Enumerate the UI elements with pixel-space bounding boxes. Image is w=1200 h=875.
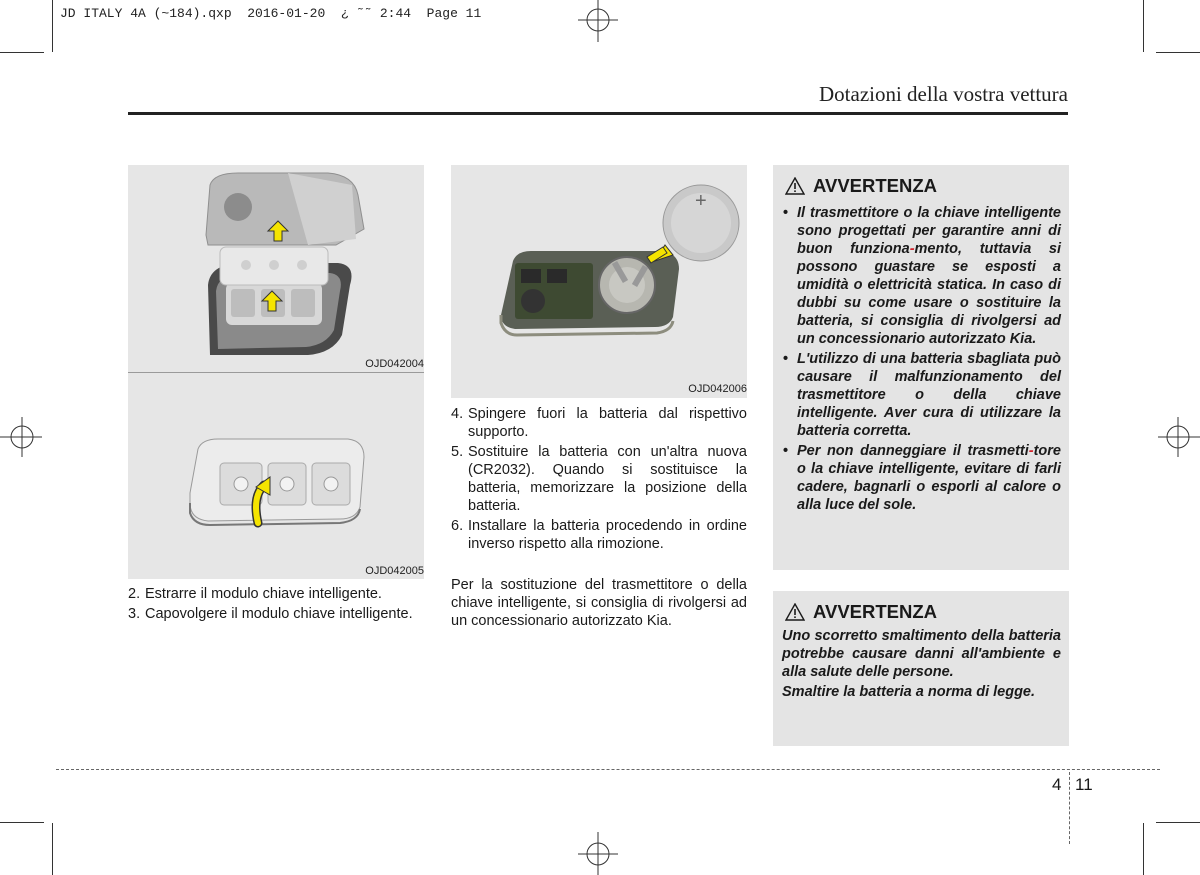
dealer-note: Per la sostituzione del trasmettitore o della chiave intelligente, si consiglia di rivolgersi ad un concessionario autorizzato Kia.: [451, 577, 747, 629]
illustration-battery-removal: [451, 165, 747, 380]
header-rule: [128, 112, 1068, 115]
warning-text: Smaltire la batteria a norma di legge.: [782, 684, 1036, 700]
warning-item: • Il trasmettitore o la chiave intelligente sono progettati per garantire anni di buon funziona-mento, tuttavia si possono guastare se esposti a umidità o elettricità statica. In caso di dubbi su come usare o sostituire la batteria, si consiglia di rivolgersi ad un concessionario autorizzato Kia.: [783, 205, 1062, 347]
warning-title: AVVERTENZA: [813, 601, 938, 622]
list-item: [451, 443, 747, 515]
svg-text:+: +: [695, 190, 707, 212]
step-text: Installare la batteria procedendo in ordine inverso rispetto alla rimozione.: [468, 518, 747, 552]
warning-item: • Per non danneggiare il trasmetti-tore o la chiave intelligente, evitare di farli cadere, bagnarli o esporli al calore o alla luce del sole.: [783, 443, 1061, 513]
column1-steps: [128, 585, 424, 625]
warning-title: AVVERTENZA: [813, 175, 938, 196]
footer-dashed-rule: [56, 769, 1160, 770]
figure-code: OJD042006: [688, 383, 747, 395]
step-number: 3.: [128, 606, 141, 622]
crop-mark: [0, 822, 44, 823]
illustration-smart-key-open: [128, 165, 424, 370]
figure-battery: [451, 165, 747, 398]
figure-code: OJD042004: [365, 358, 424, 370]
crop-mark: [1143, 823, 1144, 875]
chapter-number: 4: [1052, 775, 1062, 794]
registration-mark-icon: [576, 0, 620, 44]
crop-mark: [1156, 822, 1200, 823]
crop-mark: [1143, 0, 1144, 52]
print-slug: JD ITALY 4A (~184).qxp 2016-01-20 ¿ ˜˜ 2:44 Page 11: [60, 6, 482, 21]
crop-mark: [52, 823, 53, 875]
warning-box-disposal: [773, 591, 1069, 746]
illustration-key-module: [128, 373, 424, 563]
warning-text: tore o la chiave intelligente, evitare di farli cadere, bagnarli o esporli al calore o alla luce del sole.: [797, 443, 1061, 513]
step-text: Estrarre il modulo chiave intelligente.: [145, 586, 382, 602]
crop-mark: [0, 52, 44, 53]
step-text: Spingere fuori la batteria dal rispettivo supporto.: [468, 406, 747, 440]
column2-steps: [451, 405, 747, 555]
warning-text: Uno scorretto smaltimento della batteria potrebbe causare danni all'ambiente e alla salute delle persone.: [782, 628, 1061, 680]
step-number: 4.: [451, 406, 464, 422]
crop-mark: [1156, 52, 1200, 53]
page-number: 11: [1075, 775, 1093, 794]
warning-text: mento, tuttavia si possono guastare se esposti a umidità o elettricità statica. In caso di dubbi su come usare o sostituire la batteria, si consiglia di rivolgersi ad un concessionario autorizzato Kia.: [797, 241, 1062, 347]
figure-key-module: [128, 165, 424, 579]
hyphen-mark: -: [909, 241, 915, 257]
step-number: 5.: [451, 444, 464, 460]
crop-mark: [52, 0, 53, 52]
list-item: [128, 605, 424, 623]
step-number: 6.: [451, 518, 464, 534]
warning-text: L'utilizzo di una batteria sbagliata può causare il malfunzionamento del trasmettitore o della chiave intelligente. Aver cura di utilizzare la batteria corretta.: [797, 351, 1061, 439]
warning-text: Per non danneggiare il trasmetti: [797, 443, 1029, 459]
list-item: [451, 517, 747, 553]
warning-text: Il trasmettitore o la chiave intelligente sono progettati per garantire anni di buon funziona: [797, 205, 1061, 257]
warning-box-usage: [773, 165, 1069, 570]
warning-item: • L'utilizzo di una batteria sbagliata può causare il malfunzionamento del trasmettitore o della chiave intelligente. Aver cura di utilizzare la batteria corretta.: [783, 351, 1061, 439]
section-title: Dotazioni della vostra vettura: [819, 82, 1068, 106]
warning-triangle-icon: [785, 603, 805, 621]
step-number: 2.: [128, 586, 141, 602]
list-item: [451, 405, 747, 441]
registration-mark-icon: [1156, 415, 1200, 459]
figure-code: OJD042005: [365, 565, 424, 577]
step-text: Capovolgere il modulo chiave intelligente.: [145, 606, 413, 622]
footer-dashed-divider: [1069, 772, 1070, 844]
list-item: [128, 585, 424, 603]
registration-mark-icon: [0, 415, 44, 459]
registration-mark-icon: [576, 832, 620, 875]
hyphen-mark: -: [1028, 443, 1034, 459]
warning-triangle-icon: [785, 177, 805, 195]
warning-list: [781, 204, 1061, 516]
warning-header: [785, 175, 937, 197]
warning-header: [785, 601, 937, 623]
step-text: Sostituire la batteria con un'altra nuova (CR2032). Quando si sostituisce la batteria, memorizzare la posizione della batteria.: [468, 444, 747, 514]
